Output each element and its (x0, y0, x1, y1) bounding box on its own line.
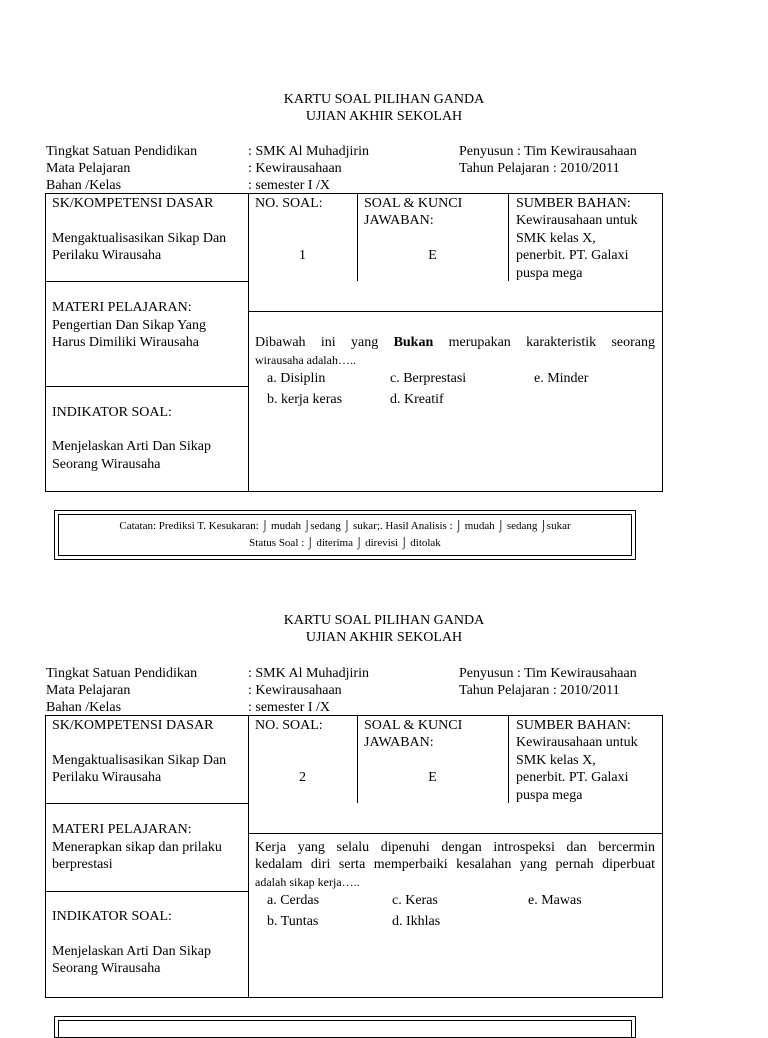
indikator-text: Menjelaskan Arti Dan Sikap (52, 944, 212, 959)
option-e: e. Minder (534, 371, 589, 386)
author: Penyusun : Tim Kewirausahaan (459, 144, 637, 159)
kunci-label: JAWABAN: (364, 735, 434, 750)
divider (45, 386, 249, 387)
question-text: Dibawah ini yang Bukan merupakan karakteristik seorang (255, 335, 655, 350)
sumber-text: penerbit. PT. Galaxi (516, 248, 629, 263)
indikator-text: Seorang Wirausaha (52, 457, 161, 472)
notes-box-inner (58, 1020, 632, 1038)
no-soal-value: 1 (299, 248, 306, 263)
sk-text: Mengaktualisasikan Sikap Dan (52, 753, 227, 768)
value-class: : semester I /X (248, 178, 331, 193)
label-subject: Mata Pelajaran (46, 161, 131, 176)
divider (45, 803, 249, 804)
question-text: kedalam diri serta memperbaiki kesalahan yang pernah diperbuat (255, 857, 655, 872)
card-subtitle: UJIAN AKHIR SEKOLAH (305, 109, 463, 124)
sumber-text: Kewirausahaan untuk (516, 213, 638, 228)
sk-text: Mengaktualisasikan Sikap Dan (52, 231, 227, 246)
indikator-heading: INDIKATOR SOAL: (52, 405, 172, 420)
divider (45, 891, 249, 892)
value-subject: : Kewirausahaan (248, 683, 342, 698)
kunci-value: E (428, 248, 437, 263)
sumber-text: Kewirausahaan untuk (516, 735, 638, 750)
divider (357, 193, 358, 281)
notes-line: Status Soal : ⌡ diterima ⌡ direvisi ⌡ ditolak (249, 537, 441, 549)
divider (357, 715, 358, 803)
divider (508, 715, 509, 803)
divider (45, 281, 249, 282)
option-c: c. Keras (392, 893, 438, 908)
divider (508, 193, 509, 281)
author: Penyusun : Tim Kewirausahaan (459, 666, 637, 681)
option-e: e. Mawas (528, 893, 582, 908)
school-year: Tahun Pelajaran : 2010/2011 (459, 161, 620, 176)
sumber-text: puspa mega (516, 266, 583, 281)
divider (248, 833, 663, 834)
question-text: wirausaha adalah….. (255, 353, 356, 367)
card-title: KARTU SOAL PILIHAN GANDA (283, 92, 485, 107)
indikator-text: Menjelaskan Arti Dan Sikap (52, 439, 212, 454)
sk-heading: SK/KOMPETENSI DASAR (52, 718, 214, 733)
question-text: Kerja yang selalu dipenuhi dengan introspeksi dan bercermin (255, 840, 655, 855)
sumber-text: puspa mega (516, 788, 583, 803)
value-subject: : Kewirausahaan (248, 161, 342, 176)
sk-heading: SK/KOMPETENSI DASAR (52, 196, 214, 211)
materi-text: Harus Dimiliki Wirausaha (52, 335, 199, 350)
sumber-text: SMK kelas X, (516, 753, 596, 768)
indikator-text: Seorang Wirausaha (52, 961, 161, 976)
sk-text: Perilaku Wirausaha (52, 770, 162, 785)
label-school-level: Tingkat Satuan Pendidikan (46, 666, 198, 681)
value-class: : semester I /X (248, 700, 331, 715)
sumber-label: SUMBER BAHAN: (516, 718, 631, 733)
kunci-label: SOAL & KUNCI (364, 196, 463, 211)
no-soal-label: NO. SOAL: (255, 196, 323, 211)
question-text: adalah sikap kerja….. (255, 875, 360, 889)
sumber-label: SUMBER BAHAN: (516, 196, 631, 211)
no-soal-label: NO. SOAL: (255, 718, 323, 733)
label-class: Bahan /Kelas (46, 178, 122, 193)
value-school: : SMK Al Muhadjirin (248, 144, 369, 159)
materi-text: Pengertian Dan Sikap Yang (52, 318, 206, 333)
card-title: KARTU SOAL PILIHAN GANDA (283, 613, 485, 628)
kunci-value: E (428, 770, 437, 785)
card-subtitle: UJIAN AKHIR SEKOLAH (305, 630, 463, 645)
option-b: b. kerja keras (267, 392, 343, 407)
sk-text: Perilaku Wirausaha (52, 248, 162, 263)
label-class: Bahan /Kelas (46, 700, 122, 715)
notes-line: Catatan: Prediksi T. Kesukaran: ⌡ mudah ⌡sedang ⌡ sukar;. Hasil Analisis : ⌡ mudah ⌡ sedang ⌡sukar (119, 520, 571, 532)
materi-text: Menerapkan sikap dan prilaku (52, 840, 222, 855)
kunci-label: JAWABAN: (364, 213, 434, 228)
option-b: b. Tuntas (267, 914, 319, 929)
materi-heading: MATERI PELAJARAN: (52, 822, 192, 837)
option-a: a. Disiplin (267, 371, 326, 386)
no-soal-value: 2 (299, 770, 306, 785)
indikator-heading: INDIKATOR SOAL: (52, 909, 172, 924)
school-year: Tahun Pelajaran : 2010/2011 (459, 683, 620, 698)
option-d: d. Ikhlas (392, 914, 441, 929)
materi-text: berprestasi (52, 857, 113, 872)
sumber-text: penerbit. PT. Galaxi (516, 770, 629, 785)
divider (248, 715, 249, 998)
option-a: a. Cerdas (267, 893, 320, 908)
value-school: : SMK Al Muhadjirin (248, 666, 369, 681)
materi-heading: MATERI PELAJARAN: (52, 300, 192, 315)
divider (248, 193, 249, 492)
kunci-label: SOAL & KUNCI (364, 718, 463, 733)
option-d: d. Kreatif (390, 392, 444, 407)
option-c: c. Berprestasi (390, 371, 467, 386)
sumber-text: SMK kelas X, (516, 231, 596, 246)
divider (248, 311, 663, 312)
label-subject: Mata Pelajaran (46, 683, 131, 698)
label-school-level: Tingkat Satuan Pendidikan (46, 144, 198, 159)
